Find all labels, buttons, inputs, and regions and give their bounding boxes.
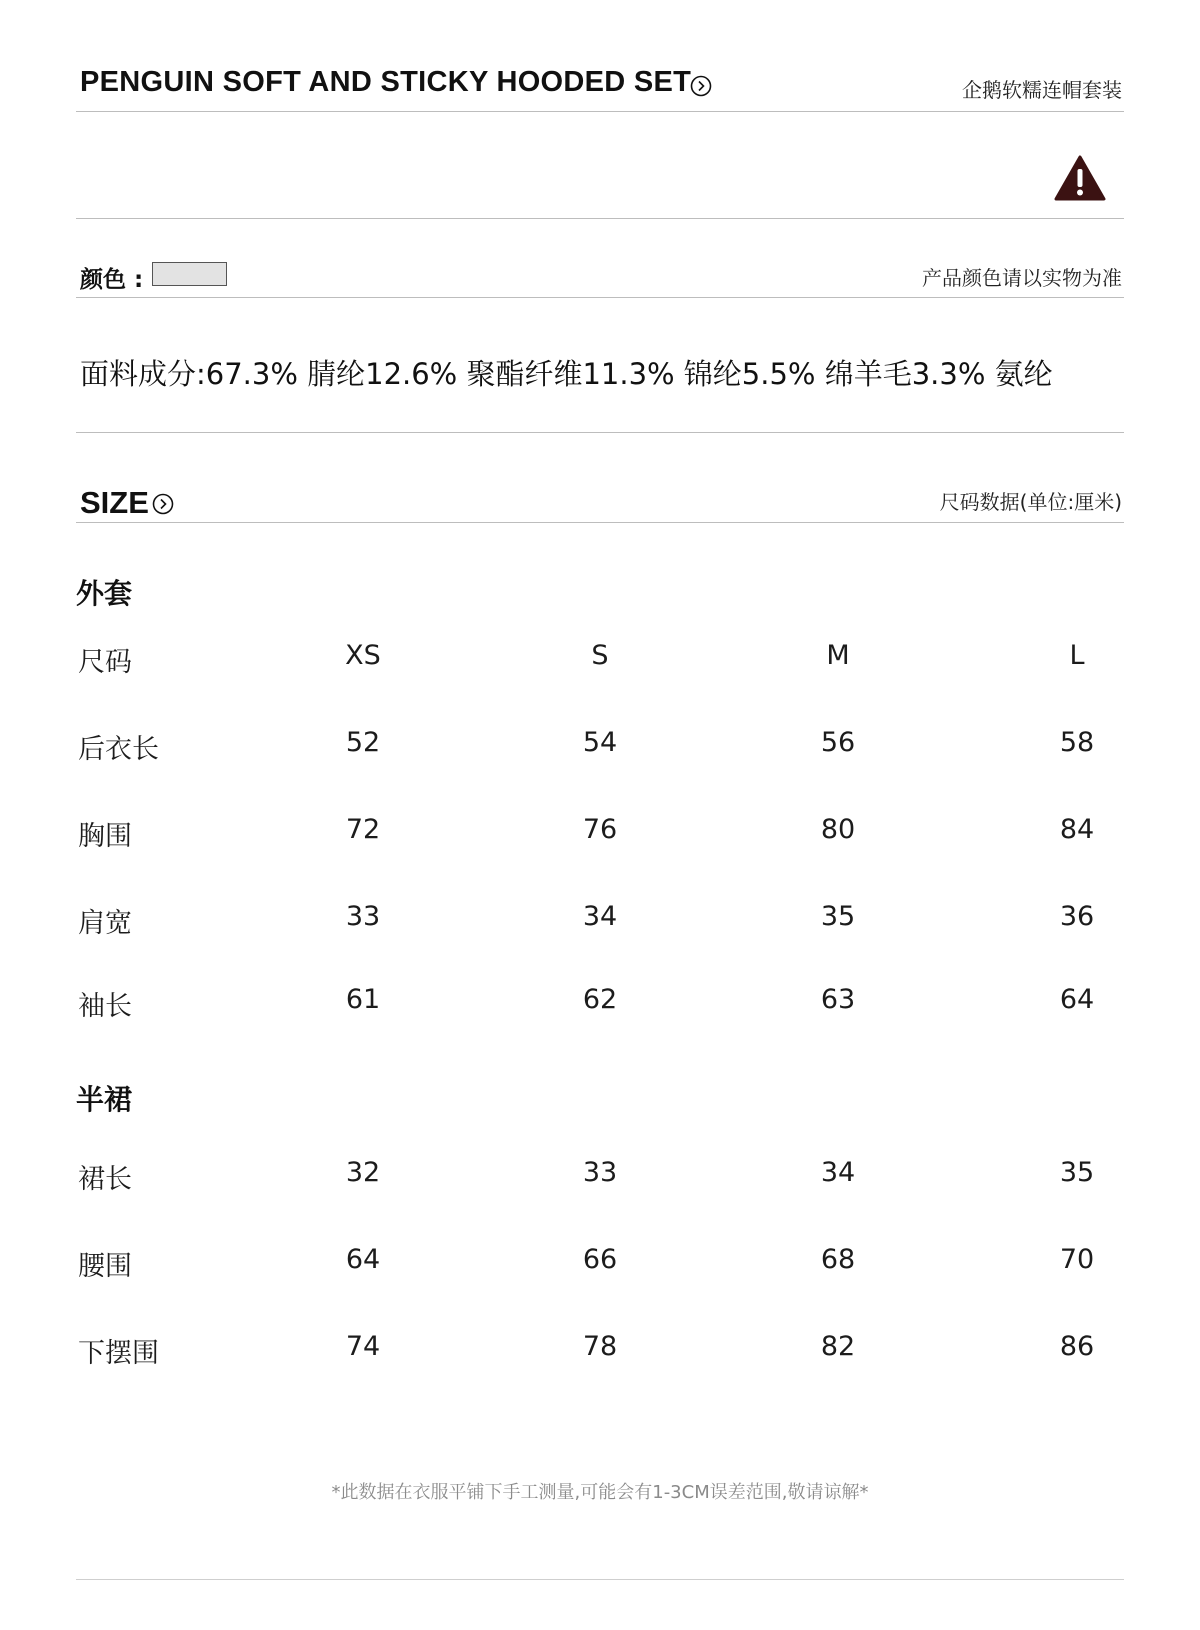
table-cell: 33	[582, 1157, 618, 1188]
table-cell: 80	[820, 814, 856, 845]
table-cell: 33	[345, 901, 381, 932]
table-cell: 63	[820, 984, 856, 1015]
color-note: 产品颜色请以实物为准	[922, 266, 1122, 290]
header-cell-size: 尺码	[78, 647, 132, 678]
header-cell-m: M	[826, 640, 850, 671]
table-cell: 64	[1059, 984, 1095, 1015]
section-title-skirt: 半裙	[76, 1083, 133, 1116]
header-cell-s: S	[591, 640, 609, 671]
table-row	[0, 984, 1200, 1024]
table-row	[0, 1244, 1200, 1284]
color-label: 颜色 :	[80, 267, 144, 293]
row-label: 后衣长	[78, 734, 159, 765]
table-cell: 35	[820, 901, 856, 932]
table-cell: 82	[820, 1331, 856, 1362]
table-cell: 86	[1059, 1331, 1095, 1362]
table-cell: 56	[820, 727, 856, 758]
row-label: 裙长	[78, 1164, 132, 1195]
product-title-cn: 企鹅软糯连帽套装	[962, 78, 1122, 102]
size-unit-note: 尺码数据(单位:厘米)	[939, 490, 1122, 514]
size-title: SIZE	[80, 485, 149, 520]
divider	[76, 218, 1124, 219]
table-cell: 68	[820, 1244, 856, 1275]
measurement-footnote: *此数据在衣服平铺下手工测量,可能会有1-3CM误差范围,敬请谅解*	[331, 1482, 869, 1503]
table-cell: 76	[582, 814, 618, 845]
header-cell-xs: XS	[345, 640, 381, 671]
divider	[76, 1579, 1124, 1580]
table-cell: 34	[820, 1157, 856, 1188]
table-row	[0, 901, 1200, 941]
table-cell: 34	[582, 901, 618, 932]
table-row	[0, 1157, 1200, 1197]
chevron-right-circle-icon	[690, 75, 712, 101]
row-label: 腰围	[78, 1251, 132, 1282]
divider	[76, 111, 1124, 112]
fabric-composition: 面料成分:67.3% 腈纶12.6% 聚酯纤维11.3% 锦纶5.5% 绵羊毛3.3% 氨纶	[80, 357, 1053, 391]
table-cell: 32	[345, 1157, 381, 1188]
table-row	[0, 727, 1200, 767]
table-cell: 62	[582, 984, 618, 1015]
table-cell: 70	[1059, 1244, 1095, 1275]
table-cell: 58	[1059, 727, 1095, 758]
table-cell: 54	[582, 727, 618, 758]
table-row	[0, 1331, 1200, 1371]
divider	[76, 297, 1124, 298]
table-cell: 72	[345, 814, 381, 845]
divider	[76, 522, 1124, 523]
table-cell: 66	[582, 1244, 618, 1275]
table-cell: 35	[1059, 1157, 1095, 1188]
warning-triangle-icon	[1054, 155, 1106, 205]
row-label: 胸围	[78, 821, 132, 852]
table-cell: 61	[345, 984, 381, 1015]
table-row	[0, 814, 1200, 854]
table-cell: 52	[345, 727, 381, 758]
table-cell: 78	[582, 1331, 618, 1362]
row-label: 下摆围	[78, 1338, 159, 1369]
color-swatch	[152, 262, 227, 286]
chevron-right-circle-icon	[152, 493, 174, 519]
section-title-jacket: 外套	[76, 577, 133, 610]
table-cell: 64	[345, 1244, 381, 1275]
table-cell: 74	[345, 1331, 381, 1362]
divider	[76, 432, 1124, 433]
product-title: PENGUIN SOFT AND STICKY HOODED SET	[80, 66, 692, 98]
table-cell: 36	[1059, 901, 1095, 932]
table-header-row	[0, 640, 1200, 680]
header-cell-l: L	[1069, 640, 1085, 671]
table-cell: 84	[1059, 814, 1095, 845]
row-label: 肩宽	[78, 908, 132, 939]
row-label: 袖长	[78, 991, 132, 1022]
